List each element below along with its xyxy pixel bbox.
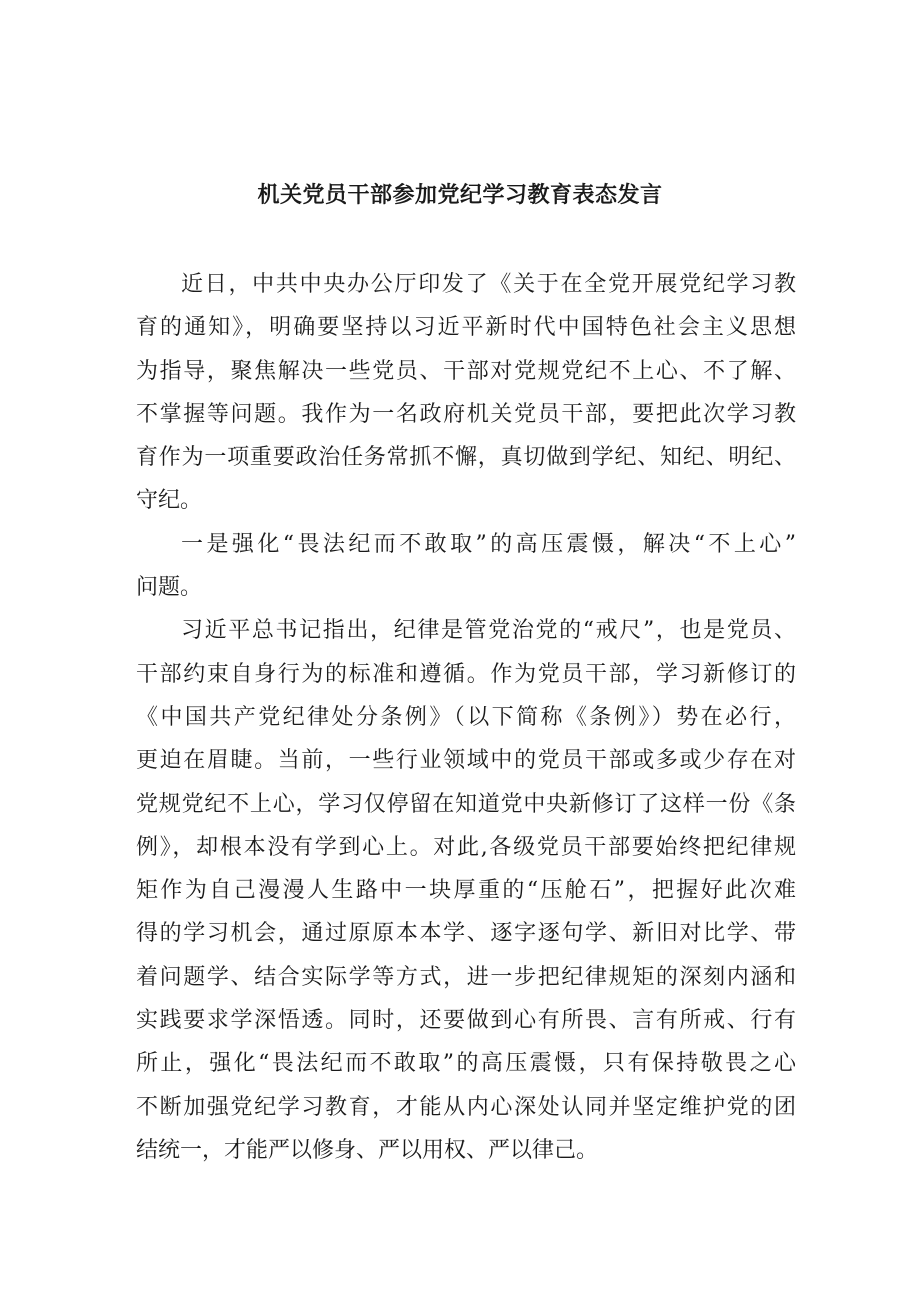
text-line: 《中国共产党纪律处分条例》（以下简称《条例》）势在必行，: [136, 704, 796, 730]
text-line: 实践要求学深悟透。同时，还要做到心有所畏、言有所戒、行有: [136, 1008, 796, 1034]
text-line: 不断加强党纪学习教育，才能从内心深处认同并坚定维护党的团: [136, 1094, 796, 1120]
text-line: 近日，中共中央办公厅印发了《关于在全党开展党纪学习教: [181, 272, 796, 297]
text-line: 一是强化“畏法纪而不敢取”的高压震慑，解决“不上心”: [181, 531, 796, 557]
text-line: 不掌握等问题。我作为一名政府机关党员干部，要把此次学习教: [136, 401, 796, 427]
text-line: 矩作为自己漫漫人生路中一块厚重的“压舱石”，把握好此次难: [136, 878, 796, 904]
document-title: 机关党员干部参加党纪学习教育表态发言: [257, 183, 663, 208]
text-line: 为指导，聚焦解决一些党员、干部对党规党纪不上心、不了解、: [136, 358, 796, 384]
text-line: 得的学习机会，通过原原本本学、逐字逐句学、新旧对比学、带: [136, 921, 796, 947]
text-line: 干部约束自身行为的标准和遵循。作为党员干部，学习新修订的: [136, 661, 796, 687]
text-line: 守纪。: [136, 488, 203, 514]
text-line: 习近平总书记指出，纪律是管党治党的“戒尺”，也是党员、: [181, 618, 796, 644]
text-line: 育作为一项重要政治任务常抓不懈，真切做到学纪、知纪、明纪、: [136, 445, 796, 471]
text-line: 所止，强化“畏法纪而不敢取”的高压震慑，只有保持敬畏之心: [136, 1051, 796, 1077]
text-line: 育的通知》，明确要坚持以习近平新时代中国特色社会主义思想: [136, 315, 796, 341]
text-line: 例》，却根本没有学到心上。对此,各级党员干部要始终把纪律规: [136, 834, 796, 860]
text-line: 问题。: [136, 575, 203, 601]
text-line: 结统一，才能严以修身、严以用权、严以律己。: [136, 1137, 599, 1163]
text-line: 党规党纪不上心，学习仅停留在知道党中央新修订了这样一份《条: [136, 791, 796, 817]
text-line: 更迫在眉睫。当前，一些行业领域中的党员干部或多或少存在对: [136, 748, 796, 774]
document-body: [136, 263, 796, 1172]
text-line: 着问题学、结合实际学等方式，进一步把纪律规矩的深刻内涵和: [136, 964, 796, 990]
